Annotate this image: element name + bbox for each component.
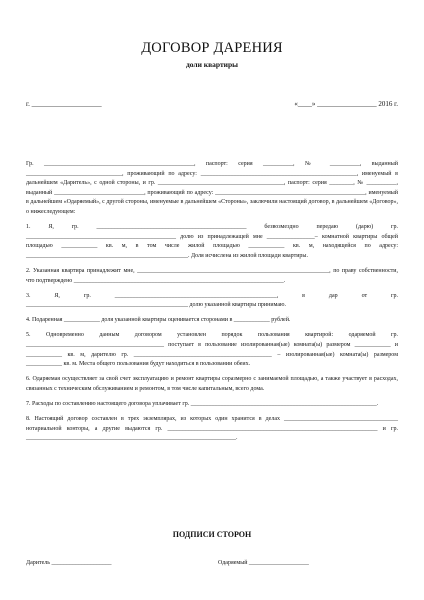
document-title: ДОГОВОР ДАРЕНИЯ	[141, 40, 283, 56]
clause-2: 2. Указанная квартира принадлежит мне, ________________________________________________________________, по праву собственности, что подтверждено ______________________________________________________________________.	[26, 267, 398, 284]
clause-1: 1. Я, гр. __________________________________________________ безвозмездно передаю (дарю) гр. __________________________________________________ долю из принадлежащей мне ________________– комнатной квартиры общей площадью ____________ кв. м, в том числе жилой площадью ____________ кв. м, находящейся по адресу: ______________________________________________________. Доля исчислена из жилой площади квартиры.	[26, 224, 398, 259]
city-field: г. ____________________	[26, 100, 102, 108]
recipient-signature: Одаряемый ____________________	[218, 560, 309, 566]
clause-6: 6. Одаряемая осуществляет за свой счет эксплуатацию и ремонт квартиры соразмерно с занимаемой площадью, а также участвует в расходах, связанных с техническим обслуживанием и ремонтом, в том числе капитальным, всего дома.	[26, 376, 398, 392]
clause-7: 7. Расходы по составлению настоящего договора уплачивает гр. ______________________________________________________________.	[26, 400, 379, 407]
signatures-title: ПОДПИСИ СТОРОН	[172, 530, 252, 539]
date-field: «____» _________________ 2016 г.	[294, 100, 398, 108]
contract-body	[26, 160, 398, 449]
clause-5: 5. Одновременно данным договором установлен порядок пользования квартирой: одаряемой гр. ______________________________________________ поступает в пользование изолированная(ые) комната(ы) размером ____________ и ____________ кв. м, дарителю гр. ______________________________________________ – изолированная(ые) комната(ы) размером ____________ кв. м. Места общего пользования будут находиться в пользовании обеих.	[26, 332, 398, 368]
place-date-line	[26, 100, 398, 108]
clause-4: 4. Подаренная ____________ доля указанной квартиры оценивается сторонами в ____________ рублей.	[26, 317, 291, 324]
clause-3: 3. Я, гр. ______________________________________________________, в дар от гр. ______________________________________________________ долю указанной квартиры принимаю.	[26, 292, 398, 309]
document-subtitle: доли квартиры	[185, 60, 239, 69]
clause-8: 8. Настоящий договор составлен в трех экземплярах, из которых один хранится в делах ______________________________________ нотариальной конторы, а другие выдаются гр. ______________________________________________________________________ и гр. ______________________________________________________________________.	[26, 416, 398, 442]
parties-paragraph: Гр. __________________________________________________, паспорт: серия __________, № __________, выданный ________________________________, проживающий по адресу: ____________________________________________________, именуемый в дальнейшем «Даритель», с одной стороны, и гр. __________________________________________, паспорт: серия ________, № __________, выданный ______________________________, проживающий по адресу: __________________________________________________, именуемый в дальнейшем «Одаряемый», с другой стороны, именуемые в дальнейшем «Стороны», заключили настоящий договор, в дальнейшем «Договор», о нижеследующем:	[26, 161, 398, 215]
donor-signature: Даритель ____________________	[26, 560, 112, 566]
signatures-row	[26, 560, 398, 566]
